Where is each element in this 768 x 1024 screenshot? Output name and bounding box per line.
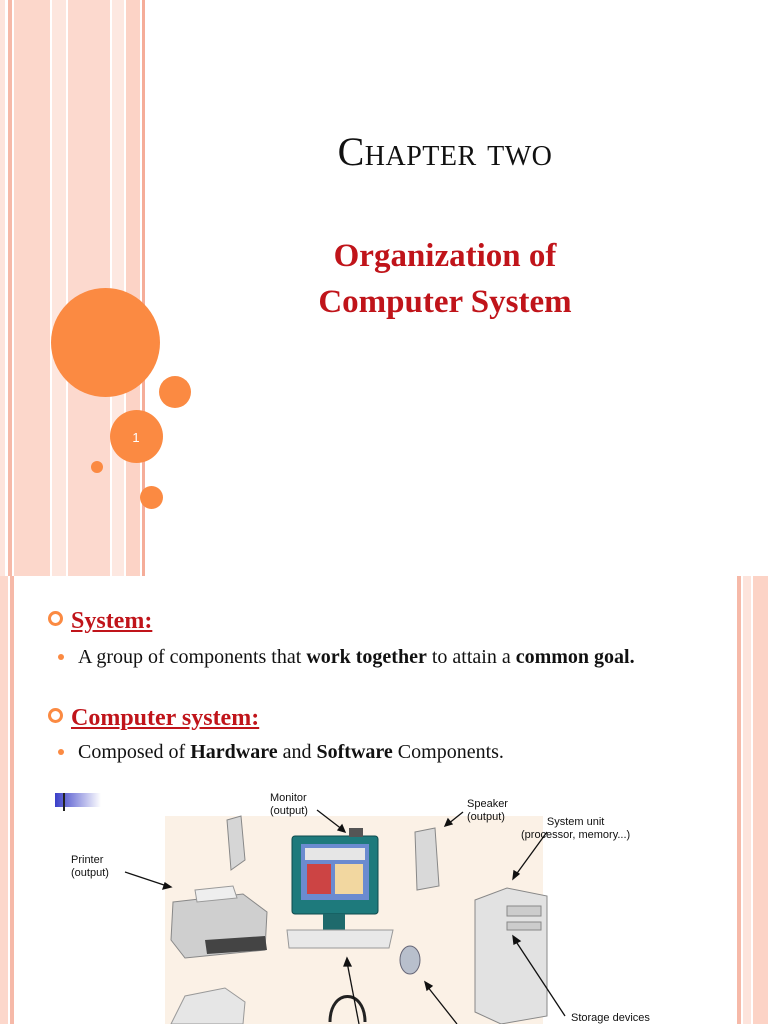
bullet-icon: [48, 708, 63, 723]
decor-circle-small: [91, 461, 103, 473]
decor-stripe: [10, 576, 14, 1024]
bold-text: work together: [306, 646, 427, 668]
system-unit-icon: [475, 888, 547, 1024]
decor-stripe: [737, 576, 741, 1024]
bold-text: common goal.: [515, 646, 635, 668]
subtitle-line: Computer System: [318, 284, 572, 320]
heading-text: Computer system:: [71, 705, 260, 731]
text: Composed of: [78, 741, 191, 763]
speaker-right-icon: [415, 828, 439, 890]
system-definition: [78, 644, 708, 671]
heading-computer-system: [48, 705, 259, 732]
decor-stripe: [8, 0, 12, 576]
decor-stripe: [753, 576, 768, 1024]
mouse-icon: [400, 946, 420, 974]
text: and: [277, 741, 317, 763]
page-number: 1: [132, 429, 140, 445]
blue-bar-icon: [55, 793, 101, 807]
decor-stripe: [743, 576, 751, 1024]
subtitle-line: Organization of: [333, 238, 557, 274]
decor-stripe: [14, 0, 50, 576]
content-slide: [0, 576, 768, 1024]
computer-system-diagram: [55, 790, 665, 1024]
heading-text: System:: [71, 608, 153, 634]
decor-circle: [140, 486, 163, 509]
text: A group of components that: [78, 646, 307, 668]
keyboard-icon: [287, 930, 393, 948]
bold-text: Software: [316, 741, 393, 763]
decor-stripe: [0, 576, 8, 1024]
chapter-title: Chapter two: [337, 129, 553, 174]
speaker-label: Speaker (output): [467, 798, 508, 823]
decor-circle-large: [51, 288, 160, 397]
chapter-subtitle: [220, 233, 670, 325]
bullet-dot-icon: [58, 654, 64, 660]
monitor-label: Monitor (output): [270, 792, 308, 817]
bold-text: Hardware: [190, 741, 278, 763]
storage-label: Storage devices: [571, 1012, 650, 1024]
decor-stripe: [126, 0, 140, 576]
decor-stripe: [0, 0, 5, 576]
decor-stripe: [52, 0, 66, 576]
heading-system: [48, 608, 152, 635]
decor-circle: [159, 376, 191, 408]
system-unit-label: System unit (processor, memory...): [521, 816, 631, 841]
text: to attain a: [426, 646, 516, 668]
bullet-dot-icon: [58, 749, 64, 755]
printer-label: Printer (output): [71, 854, 109, 879]
text: Components.: [392, 741, 504, 763]
computer-system-definition: [78, 739, 708, 766]
bullet-icon: [48, 611, 63, 626]
